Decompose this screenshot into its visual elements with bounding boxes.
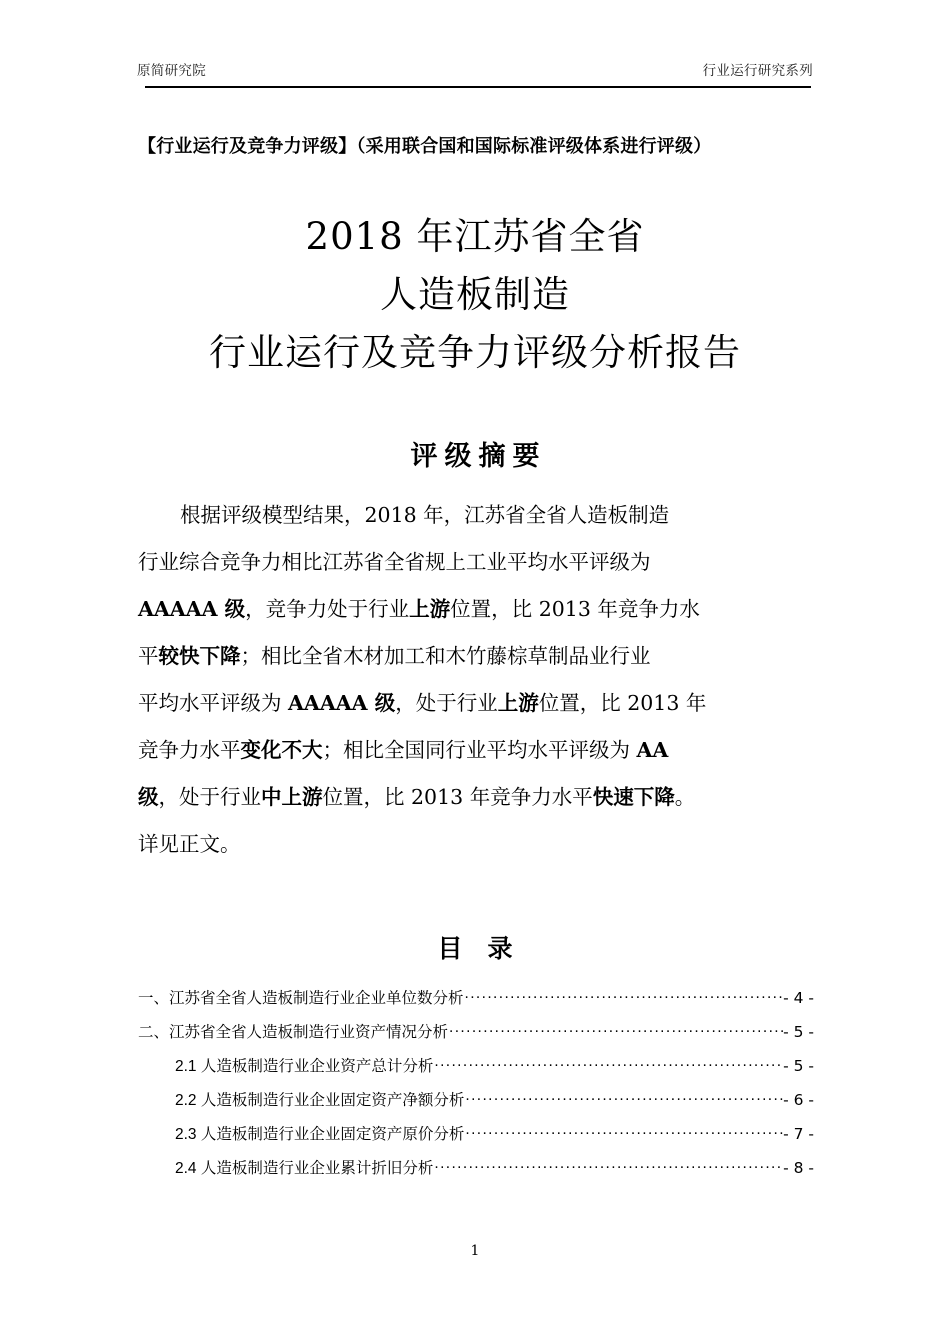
running-header <box>137 62 813 80</box>
summary-text: 详见正文。 <box>138 832 241 856</box>
toc-entry-page-number: - 5 - <box>783 1023 814 1041</box>
header-divider-rule <box>145 86 811 88</box>
summary-emphasis: 变化不大 <box>240 738 323 762</box>
summary-text: 竞争力水平 <box>138 738 241 762</box>
summary-text: 位置，比 2013 年 <box>538 691 707 715</box>
title-line-2: 人造板制造 <box>380 273 570 316</box>
summary-text: 平 <box>138 644 159 668</box>
title-line-3: 行业运行及竞争力评级分析报告 <box>209 331 741 374</box>
summary-line <box>138 633 814 680</box>
summary-text: 位置，比 2013 年竞争力水 <box>450 597 700 621</box>
toc-entry-page-number: - 6 - <box>783 1091 814 1109</box>
title-line-1: 2018 年江苏省全省 <box>305 215 645 258</box>
summary-line <box>138 492 814 539</box>
toc-entry[interactable] <box>138 986 814 1020</box>
toc-entry-label: 一、江苏省全省人造板制造行业企业单位数分析 <box>138 990 464 1007</box>
summary-text: ；相比全国同行业平均水平评级为 <box>322 738 637 762</box>
summary-text: 。 <box>674 785 696 809</box>
page-title <box>0 208 950 382</box>
summary-line <box>138 774 814 821</box>
summary-emphasis: 上游 <box>409 597 451 621</box>
summary-line <box>138 539 814 586</box>
toc-dot-leader <box>434 1158 783 1174</box>
toc-dot-leader <box>465 1124 783 1140</box>
summary-emphasis: 上游 <box>497 691 539 715</box>
summary-text: ，处于行业 <box>395 691 498 715</box>
toc-entry[interactable] <box>138 1156 814 1190</box>
summary-text: ，处于行业 <box>158 785 261 809</box>
toc-dot-leader <box>449 1022 783 1038</box>
summary-line <box>138 586 814 633</box>
toc-entry-page-number: - 8 - <box>783 1159 814 1177</box>
toc-entry[interactable] <box>138 1122 814 1156</box>
summary-line <box>138 727 814 774</box>
toc-entry[interactable] <box>138 1088 814 1122</box>
summary-emphasis: 级 <box>138 785 159 809</box>
summary-emphasis: 较快下降 <box>158 644 241 668</box>
summary-section-heading: 评级摘要 <box>410 441 547 471</box>
toc-dot-leader <box>434 1056 783 1072</box>
summary-emphasis: AAAAA 级 <box>288 691 396 715</box>
toc-dot-leader <box>465 1090 783 1106</box>
toc-entry-label: 二、江苏省全省人造板制造行业资产情况分析 <box>138 1024 449 1041</box>
summary-text: 根据评级模型结果，2018 年，江苏省全省人造板制造 <box>180 503 670 527</box>
toc-entry-label: 2.3 人造板制造行业企业固定资产原价分析 <box>175 1126 465 1143</box>
toc-entry-page-number: - 5 - <box>783 1057 814 1075</box>
summary-text: 平均水平评级为 <box>138 691 289 715</box>
toc-entry-label: 2.4 人造板制造行业企业累计折旧分析 <box>175 1160 434 1177</box>
summary-emphasis: AA <box>636 738 669 762</box>
summary-paragraph <box>138 492 814 868</box>
toc-section-heading: 目 录 <box>437 935 522 963</box>
summary-emphasis: 快速下降 <box>592 785 675 809</box>
header-right-text: 行业运行研究系列 <box>702 63 813 78</box>
toc-entry-page-number: - 7 - <box>783 1125 814 1143</box>
summary-emphasis: AAAAA 级 <box>138 597 246 621</box>
summary-text: ；相比全省木材加工和木竹藤棕草制品业行业 <box>240 644 651 668</box>
toc-entry-page-number: - 4 - <box>783 989 814 1007</box>
summary-emphasis: 中上游 <box>261 785 323 809</box>
summary-text: 位置，比 2013 年竞争力水平 <box>322 785 593 809</box>
summary-line <box>138 680 814 727</box>
toc-entry[interactable] <box>138 1020 814 1054</box>
toc-entry-label: 2.1 人造板制造行业企业资产总计分析 <box>175 1058 434 1075</box>
toc-entry-label: 2.2 人造板制造行业企业固定资产净额分析 <box>175 1092 465 1109</box>
summary-text: ，竞争力处于行业 <box>245 597 410 621</box>
footer-page-number: 1 <box>470 1243 480 1259</box>
report-kicker: 【行业运行及竞争力评级】（采用联合国和国际标准评级体系进行评级） <box>138 136 712 157</box>
toc-dot-leader <box>465 988 784 1004</box>
header-left-text: 原简研究院 <box>137 63 206 78</box>
summary-text: 行业综合竞争力相比江苏省全省规上工业平均水平评级为 <box>138 550 651 574</box>
summary-line <box>138 821 814 868</box>
toc-entry[interactable] <box>138 1054 814 1088</box>
table-of-contents <box>138 986 814 1190</box>
